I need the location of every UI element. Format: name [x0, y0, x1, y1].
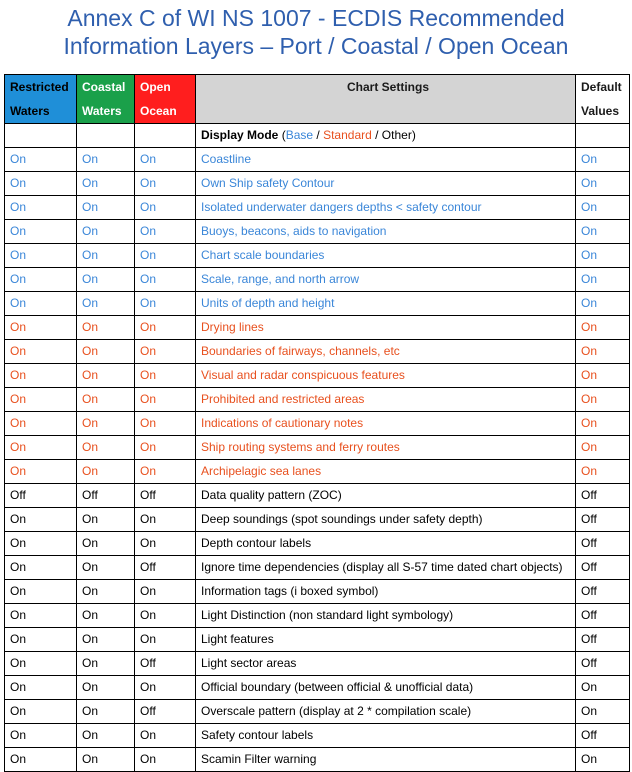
open-ocean-value: Off — [135, 484, 196, 508]
chart-setting-name: Boundaries of fairways, channels, etc — [196, 340, 576, 364]
restricted-waters-value: On — [5, 460, 77, 484]
table-row — [5, 172, 630, 196]
display-mode-separator: / — [313, 128, 324, 142]
restricted-waters-value: On — [5, 604, 77, 628]
table-row — [5, 388, 630, 412]
display-mode-open-paren: ( — [278, 128, 286, 142]
restricted-waters-value: On — [5, 532, 77, 556]
table-row — [5, 580, 630, 604]
default-value: On — [576, 316, 630, 340]
chart-setting-name: Light sector areas — [196, 652, 576, 676]
restricted-waters-value: On — [5, 388, 77, 412]
chart-setting-name: Light Distinction (non standard light symbology) — [196, 604, 576, 628]
header-restricted-line2: Waters — [10, 104, 50, 118]
table-row — [5, 508, 630, 532]
open-ocean-value: On — [135, 412, 196, 436]
restricted-waters-value: On — [5, 148, 77, 172]
table-row — [5, 220, 630, 244]
open-ocean-value: On — [135, 268, 196, 292]
table-row — [5, 604, 630, 628]
open-ocean-value: On — [135, 580, 196, 604]
table-row — [5, 460, 630, 484]
chart-setting-name: Visual and radar conspicuous features — [196, 364, 576, 388]
table-row — [5, 700, 630, 724]
chart-setting-name: Scale, range, and north arrow — [196, 268, 576, 292]
table-row — [5, 676, 630, 700]
restricted-waters-value: On — [5, 724, 77, 748]
header-coastal-waters — [77, 75, 135, 124]
coastal-waters-value: On — [77, 316, 135, 340]
default-value: Off — [576, 484, 630, 508]
header-default-line2: Values — [581, 104, 620, 118]
chart-setting-name: Ignore time dependencies (display all S-57 time dated chart objects) — [196, 556, 576, 580]
open-ocean-value: On — [135, 388, 196, 412]
display-mode-row — [5, 124, 630, 148]
open-ocean-value: On — [135, 196, 196, 220]
header-coastal-line2: Waters — [82, 104, 122, 118]
layers-table — [4, 74, 630, 772]
chart-setting-name: Isolated underwater dangers depths < safety contour — [196, 196, 576, 220]
open-ocean-value: On — [135, 220, 196, 244]
coastal-waters-value: On — [77, 556, 135, 580]
coastal-waters-value: On — [77, 460, 135, 484]
restricted-waters-value: On — [5, 508, 77, 532]
display-mode-base: Base — [285, 128, 314, 142]
default-value: On — [576, 244, 630, 268]
restricted-waters-value: On — [5, 196, 77, 220]
open-ocean-value: On — [135, 172, 196, 196]
chart-setting-name: Chart scale boundaries — [196, 244, 576, 268]
open-ocean-value: On — [135, 748, 196, 772]
display-mode-empty-cell — [77, 124, 135, 148]
table-row — [5, 196, 630, 220]
restricted-waters-value: On — [5, 316, 77, 340]
header-open-line1: Open — [140, 80, 171, 94]
table-row — [5, 244, 630, 268]
settings-rows — [5, 148, 630, 772]
chart-setting-name: Data quality pattern (ZOC) — [196, 484, 576, 508]
default-value: On — [576, 436, 630, 460]
chart-setting-name: Overscale pattern (display at 2 * compilation scale) — [196, 700, 576, 724]
default-value: On — [576, 676, 630, 700]
restricted-waters-value: On — [5, 292, 77, 316]
restricted-waters-value: On — [5, 244, 77, 268]
coastal-waters-value: On — [77, 172, 135, 196]
coastal-waters-value: On — [77, 340, 135, 364]
table-row — [5, 532, 630, 556]
default-value: Off — [576, 724, 630, 748]
open-ocean-value: On — [135, 148, 196, 172]
coastal-waters-value: On — [77, 748, 135, 772]
header-open-line2: Ocean — [140, 104, 177, 118]
display-mode-separator: / — [371, 128, 382, 142]
coastal-waters-value: On — [77, 508, 135, 532]
restricted-waters-value: On — [5, 364, 77, 388]
default-value: On — [576, 148, 630, 172]
open-ocean-value: On — [135, 340, 196, 364]
display-mode-standard: Standard — [323, 128, 372, 142]
default-value: On — [576, 748, 630, 772]
display-mode-other: Other — [381, 128, 412, 142]
chart-setting-name: Buoys, beacons, aids to navigation — [196, 220, 576, 244]
coastal-waters-value: On — [77, 292, 135, 316]
coastal-waters-value: On — [77, 652, 135, 676]
table-row — [5, 364, 630, 388]
chart-setting-name: Drying lines — [196, 316, 576, 340]
default-value: On — [576, 700, 630, 724]
restricted-waters-value: On — [5, 340, 77, 364]
chart-setting-name: Prohibited and restricted areas — [196, 388, 576, 412]
default-value: Off — [576, 532, 630, 556]
table-row — [5, 436, 630, 460]
open-ocean-value: On — [135, 364, 196, 388]
chart-setting-name: Ship routing systems and ferry routes — [196, 436, 576, 460]
default-value: On — [576, 388, 630, 412]
default-value: Off — [576, 508, 630, 532]
coastal-waters-value: On — [77, 580, 135, 604]
chart-setting-name: Information tags (i boxed symbol) — [196, 580, 576, 604]
table-row — [5, 652, 630, 676]
header-default-line1: Default — [581, 80, 622, 94]
table-row — [5, 748, 630, 772]
default-value: Off — [576, 604, 630, 628]
default-value: On — [576, 340, 630, 364]
coastal-waters-value: On — [77, 724, 135, 748]
table-row — [5, 412, 630, 436]
restricted-waters-value: On — [5, 436, 77, 460]
open-ocean-value: On — [135, 436, 196, 460]
chart-setting-name: Coastline — [196, 148, 576, 172]
display-mode-close-paren: ) — [411, 128, 416, 142]
default-value: On — [576, 292, 630, 316]
restricted-waters-value: On — [5, 220, 77, 244]
restricted-waters-value: On — [5, 172, 77, 196]
header-restricted-line1: Restricted — [10, 80, 69, 94]
open-ocean-value: On — [135, 724, 196, 748]
header-open-ocean — [135, 75, 196, 124]
chart-setting-name: Deep soundings (spot soundings under safety depth) — [196, 508, 576, 532]
open-ocean-value: On — [135, 628, 196, 652]
display-mode-legend — [196, 124, 576, 148]
default-value: Off — [576, 556, 630, 580]
default-value: On — [576, 364, 630, 388]
coastal-waters-value: On — [77, 388, 135, 412]
coastal-waters-value: On — [77, 628, 135, 652]
chart-setting-name: Archipelagic sea lanes — [196, 460, 576, 484]
coastal-waters-value: On — [77, 436, 135, 460]
coastal-waters-value: On — [77, 220, 135, 244]
chart-setting-name: Depth contour labels — [196, 532, 576, 556]
coastal-waters-value: On — [77, 148, 135, 172]
coastal-waters-value: On — [77, 532, 135, 556]
title-line-1: Annex C of WI NS 1007 - ECDIS Recommended — [67, 5, 565, 31]
open-ocean-value: On — [135, 292, 196, 316]
open-ocean-value: On — [135, 244, 196, 268]
chart-setting-name: Own Ship safety Contour — [196, 172, 576, 196]
table-row — [5, 628, 630, 652]
coastal-waters-value: On — [77, 676, 135, 700]
table-row — [5, 316, 630, 340]
title-line-2: Information Layers – Port / Coastal / Open Ocean — [63, 33, 569, 59]
table-row — [5, 556, 630, 580]
display-mode-label: Display Mode — [201, 128, 279, 142]
restricted-waters-value: On — [5, 268, 77, 292]
chart-setting-name: Official boundary (between official & unofficial data) — [196, 676, 576, 700]
default-value: On — [576, 460, 630, 484]
default-value: On — [576, 412, 630, 436]
display-mode-empty-cell — [576, 124, 630, 148]
coastal-waters-value: On — [77, 412, 135, 436]
default-value: Off — [576, 652, 630, 676]
default-value: Off — [576, 580, 630, 604]
open-ocean-value: On — [135, 316, 196, 340]
restricted-waters-value: On — [5, 748, 77, 772]
open-ocean-value: Off — [135, 700, 196, 724]
chart-setting-name: Light features — [196, 628, 576, 652]
chart-setting-name: Safety contour labels — [196, 724, 576, 748]
header-default-values — [576, 75, 630, 124]
table-row — [5, 148, 630, 172]
table-row — [5, 724, 630, 748]
table-row — [5, 292, 630, 316]
default-value: On — [576, 220, 630, 244]
coastal-waters-value: Off — [77, 484, 135, 508]
restricted-waters-value: On — [5, 652, 77, 676]
table-row — [5, 484, 630, 508]
open-ocean-value: On — [135, 460, 196, 484]
open-ocean-value: Off — [135, 556, 196, 580]
open-ocean-value: On — [135, 532, 196, 556]
table-row — [5, 268, 630, 292]
display-mode-empty-cell — [5, 124, 77, 148]
coastal-waters-value: On — [77, 604, 135, 628]
coastal-waters-value: On — [77, 268, 135, 292]
chart-setting-name: Scamin Filter warning — [196, 748, 576, 772]
header-restricted-waters — [5, 75, 77, 124]
open-ocean-value: On — [135, 508, 196, 532]
default-value: On — [576, 196, 630, 220]
restricted-waters-value: Off — [5, 484, 77, 508]
restricted-waters-value: On — [5, 676, 77, 700]
coastal-waters-value: On — [77, 196, 135, 220]
default-value: On — [576, 268, 630, 292]
header-coastal-line1: Coastal — [82, 80, 126, 94]
table-row — [5, 340, 630, 364]
open-ocean-value: On — [135, 604, 196, 628]
open-ocean-value: On — [135, 676, 196, 700]
coastal-waters-value: On — [77, 244, 135, 268]
default-value: Off — [576, 628, 630, 652]
display-mode-empty-cell — [135, 124, 196, 148]
restricted-waters-value: On — [5, 412, 77, 436]
open-ocean-value: Off — [135, 652, 196, 676]
page-title — [0, 4, 632, 60]
coastal-waters-value: On — [77, 700, 135, 724]
coastal-waters-value: On — [77, 364, 135, 388]
header-chart-settings: Chart Settings — [196, 75, 576, 124]
restricted-waters-value: On — [5, 628, 77, 652]
header-row — [5, 75, 630, 124]
chart-setting-name: Indications of cautionary notes — [196, 412, 576, 436]
default-value: On — [576, 172, 630, 196]
restricted-waters-value: On — [5, 580, 77, 604]
restricted-waters-value: On — [5, 700, 77, 724]
chart-setting-name: Units of depth and height — [196, 292, 576, 316]
restricted-waters-value: On — [5, 556, 77, 580]
